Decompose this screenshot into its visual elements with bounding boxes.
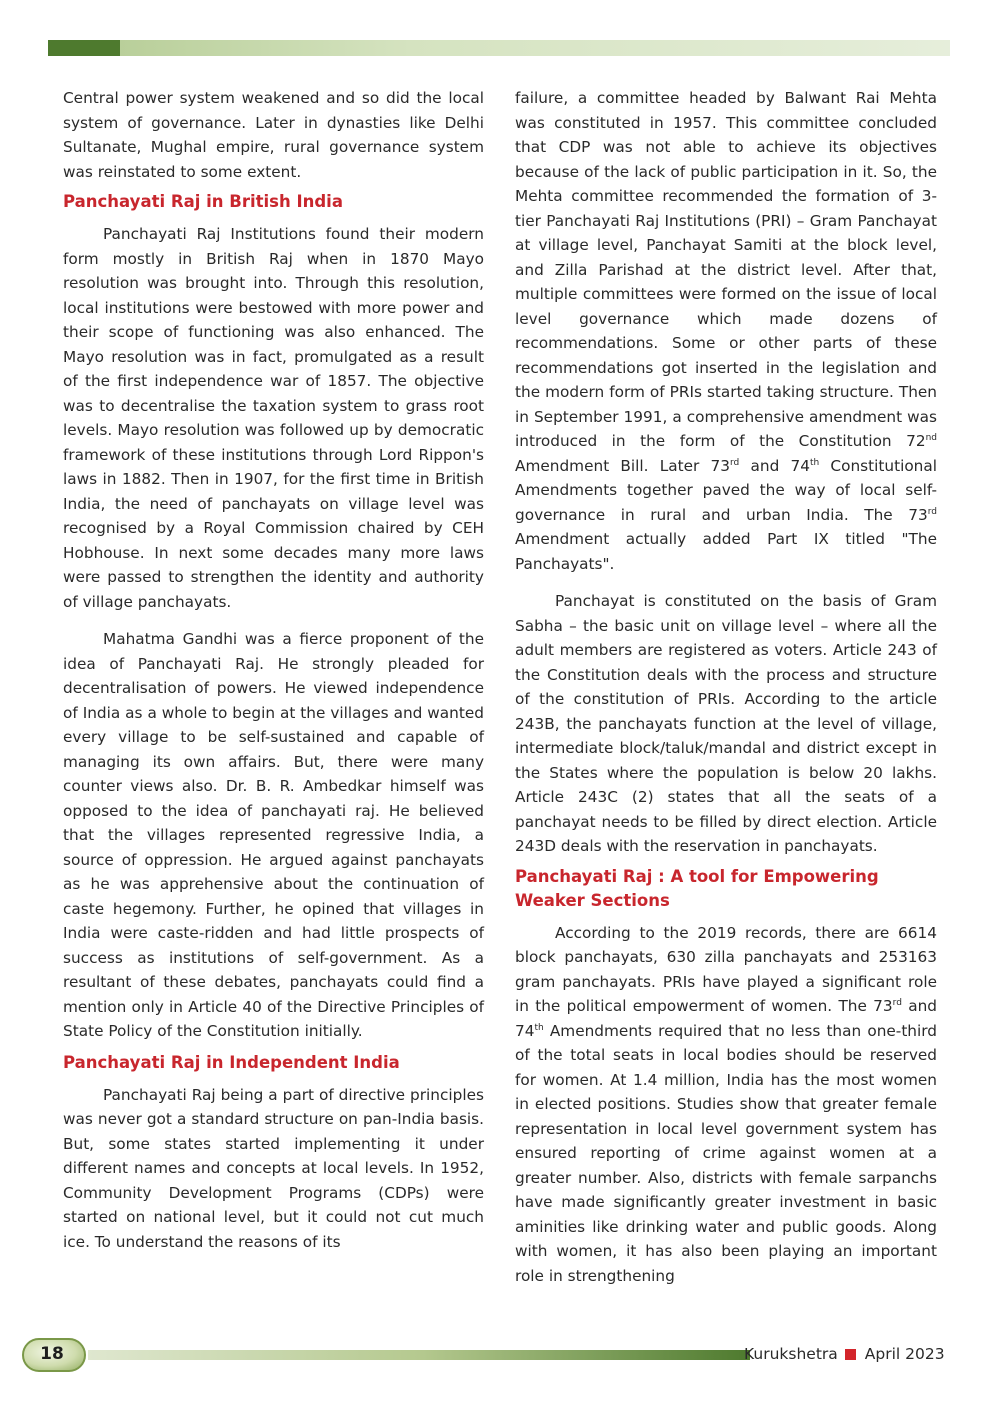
- magazine-name: Kurukshetra: [744, 1345, 838, 1363]
- red-square-icon: [845, 1349, 856, 1360]
- text-mehta-d: Constitutional Amendments together paved the way of local self-governance in rural and urban India. The 73: [515, 456, 937, 524]
- text-weaker-c: Amendments required that no less than one-third of the total seats in local bodies should be reserved for women. At 1.4 million, India has the most women in elected positions. Studies show that greater female representation in local level government system has ensured reporting of crime against women at a greater number. Also, districts with female sarpanchs have made significantly greater investment in basic aminities like drinking water and public goods. Along with women, it has also been playing an important role in strengthening: [515, 1021, 937, 1285]
- text-weaker-a: According to the 2019 records, there are 6614 block panchayats, 630 zilla panchayats and 253163 gram panchayats. PRIs have played a significant role in the political empowerment of women. The 73: [515, 923, 937, 1015]
- heading-independent-india: Panchayati Raj in Independent India: [63, 1052, 400, 1072]
- text-mehta-c: and 74: [739, 456, 810, 475]
- superscript-nd: nd: [925, 432, 937, 443]
- text-mehta-a: failure, a committee headed by Balwant Rai Mehta was constituted in 1957. This committee concluded that CDP was not able to achieve its objectives because of the lack of public participation in it. So, the Mehta committee recommended the formation of 3-tier Panchayati Raj Institutions (PRI) – Gram Panchayat at village level, Panchayat Samiti at the block level, and Zilla Parishad at the district level. After that, multiple committees were formed on the issue of local level governance which made dozens of recommendations. Some or other parts of these recommendations got inserted in the legislation and the modern form of PRIs started taking structure. Then in September 1991, a comprehensive amendment was introduced in the form of the Constitution 72: [515, 89, 937, 450]
- header-bar-light-segment: [120, 40, 950, 56]
- right-column: [515, 86, 937, 1288]
- text-mehta-e: Amendment actually added Part IX titled "The Panchayats".: [515, 530, 937, 573]
- superscript-rd: rd: [730, 457, 740, 468]
- page-footer: [22, 1338, 957, 1372]
- header-decorative-bar: [48, 40, 950, 56]
- heading-british-india: Panchayati Raj in British India: [63, 192, 343, 211]
- header-bar-dark-segment: [48, 40, 120, 56]
- paragraph-gandhi-ambedkar: Mahatma Gandhi was a fierce proponent of the idea of Panchayati Raj. He strongly pleaded for decentralisation of powers. He viewed independence of India as a whole to begin at the villages and wanted every village to be self-sustained and capable of managing its own affairs. But, there were many counter views also. Dr. B. R. Ambedkar himself was opposed to the idea of panchayati raj. He believed that the villages represented regressive India, a source of oppression. He argued against panchayats as he was apprehensive about the continuation of caste hegemony. Further, he opined that villages in India were caste-ridden and had little prospects of success as institutions of self-government. As a resultant of these debates, panchayats could find a mention only in Article 40 of the Directive Principles of State Policy of the Constitution initially.: [63, 630, 484, 1040]
- paragraph-gram-sabha: Panchayat is constituted on the basis of Gram Sabha – the basic unit on village level – where all the adult members are registered as voters. Article 243 of the Constitution deals with the process and structure of the constitution of PRIs. According to the article 243B, the panchayats function at the level of village, intermediate block/taluk/mandal and district except in the States where the population is below 20 lakhs. Article 243C (2) states that all the seats of a panchayat needs to be filled by direct election. Article 243D deals with the reservation in panchayats.: [515, 592, 937, 855]
- paragraph-intro: Central power system weakened and so did the local system of governance. Later in dynasties like Delhi Sultanate, Mughal empire, rural governance system was reinstated to some extent.: [63, 89, 484, 181]
- superscript-th-2: th: [534, 1022, 544, 1033]
- left-column: [63, 86, 484, 1254]
- superscript-rd-2: rd: [927, 506, 937, 517]
- paragraph-mehta-committee: [515, 86, 937, 576]
- text-mehta-b: Amendment Bill. Later 73: [515, 456, 731, 475]
- paragraph-british-india: Panchayati Raj Institutions found their modern form mostly in British Raj when in 1870 Mayo resolution was brought into. Through this resolution, local institutions were bestowed with more power and their scope of functioning was also enhanced. The Mayo resolution was in fact, promulgated as a result of the first independence war of 1857. The objective was to decentralise the taxation system to grass root levels. Mayo resolution was followed up by democratic framework of these institutions through Lord Rippon's laws in 1882. Then in 1907, for the first time in British India, the need of panchayats on village level was recognised by a Royal Commission chaired by CEH Hobhouse. In next some decades many more laws were passed to strengthen the identity and authority of village panchayats.: [63, 225, 484, 611]
- page-number: 18: [40, 1344, 64, 1364]
- superscript-rd-3: rd: [892, 997, 902, 1008]
- paragraph-weaker-sections: [515, 921, 937, 1289]
- heading-weaker-sections: Panchayati Raj : A tool for Empowering Weaker Sections: [515, 866, 879, 910]
- footer-publication: [744, 1342, 945, 1366]
- issue-date: April 2023: [864, 1345, 945, 1363]
- text-weaker-b: and 74: [515, 997, 937, 1040]
- paragraph-independent-india: Panchayati Raj being a part of directive principles was never got a standard structure on pan-India basis. But, some states started implementing it under different names and concepts at local levels. In 1952, Community Development Programs (CDPs) were started on national level, but it could not cut much ice. To understand the reasons of its: [63, 1085, 484, 1251]
- footer-decorative-bar: [88, 1350, 750, 1360]
- superscript-th: th: [809, 457, 820, 468]
